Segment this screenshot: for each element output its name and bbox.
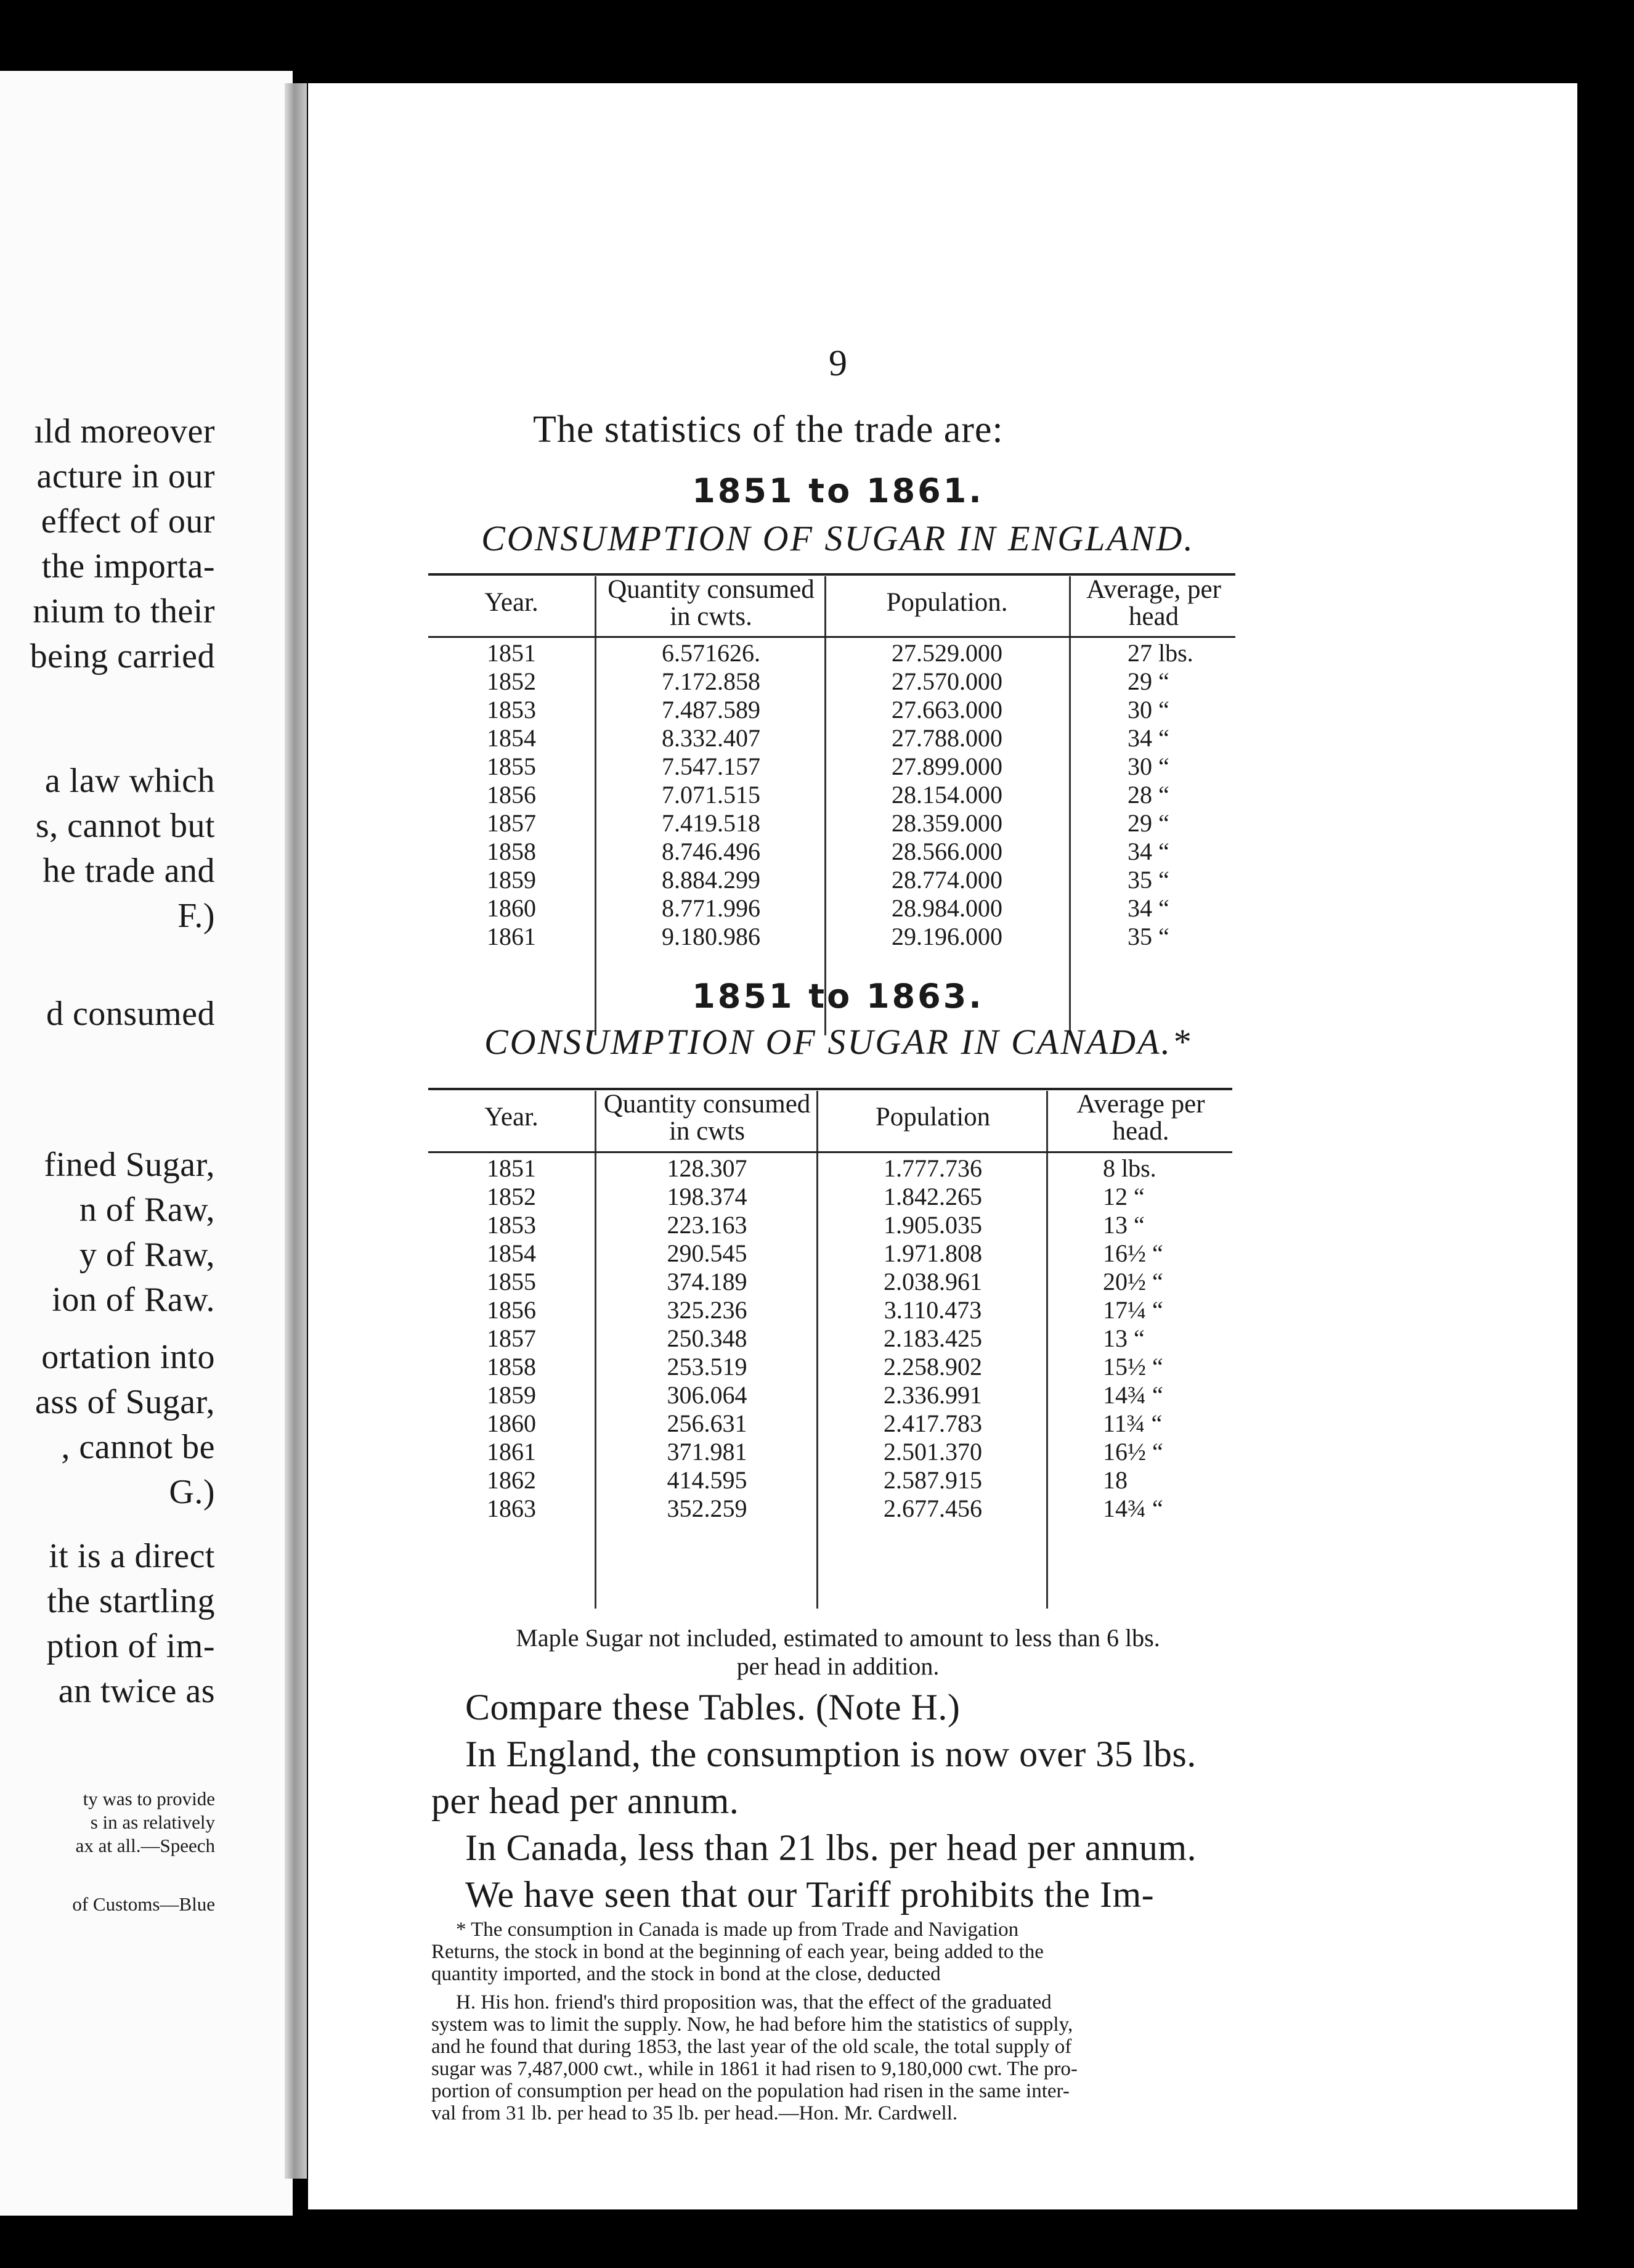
canada-year-column — [428, 1154, 595, 1523]
table-cell-quantity: 9.180.986 — [662, 923, 760, 950]
left-footnote-line: ty was to provide — [83, 1788, 215, 1809]
canada-header-population: Population — [875, 1103, 991, 1132]
table-cell-year: 1853 — [487, 696, 536, 724]
table-cell-year: 1853 — [487, 1211, 536, 1239]
left-footnote-line: of Customs—Blue — [72, 1893, 215, 1915]
table-cell-average: 30 “ — [1128, 696, 1169, 724]
footnote-star-line: * The consumption in Canada is made up from Trade and Navigation — [456, 1919, 1019, 1941]
left-text-line: ion of Raw. — [52, 1281, 215, 1319]
left-text-line: ortation into — [41, 1338, 215, 1376]
left-footnote-line: ax at all.—Speech — [75, 1835, 215, 1856]
england-caption: CONSUMPTION OF SUGAR IN ENGLAND. — [481, 518, 1195, 558]
main-page — [308, 83, 1577, 2209]
left-text-line: he trade and — [43, 852, 215, 890]
body-england-line: per head per annum. — [431, 1781, 739, 1821]
body-compare-line: Compare these Tables. (Note H.) — [465, 1687, 961, 1728]
table-cell-quantity: 7.487.589 — [662, 696, 760, 724]
table-cell-average: 29 “ — [1128, 667, 1169, 695]
column-rule — [1069, 576, 1071, 1035]
table-cell-year: 1857 — [487, 1324, 536, 1352]
body-canada-line: In Canada, less than 21 lbs. per head per annum. — [465, 1827, 1197, 1868]
england-header-year: Year. — [484, 588, 539, 617]
table-cell-quantity: 374.189 — [667, 1268, 747, 1295]
table-cell-population: 2.417.783 — [884, 1409, 982, 1437]
table-cell-population: 2.677.456 — [884, 1495, 982, 1522]
left-text-line: fined Sugar, — [44, 1146, 215, 1184]
left-text-line: y of Raw, — [79, 1236, 215, 1274]
table-cell-average: 34 “ — [1128, 838, 1169, 865]
footnote-h-line: H. His hon. friend's third proposition was, that the effect of the graduated — [456, 1991, 1052, 2013]
table-cell-quantity: 250.348 — [667, 1324, 747, 1352]
maple-note-line: per head in addition. — [736, 1652, 940, 1680]
table-cell-year: 1851 — [487, 1154, 536, 1182]
left-text-line: effect of our — [41, 502, 215, 540]
table-cell-average: 12 “ — [1103, 1183, 1145, 1210]
left-text-line: an twice as — [58, 1672, 215, 1710]
left-text-line: ption of im- — [46, 1627, 215, 1665]
canada-average-column — [1103, 1154, 1232, 1523]
table-cell-population: 3.110.473 — [884, 1296, 982, 1324]
canada-population-column — [819, 1154, 1046, 1523]
left-text-line: ass of Sugar, — [35, 1383, 215, 1421]
table-cell-population: 28.984.000 — [892, 894, 1002, 922]
table-cell-population: 29.196.000 — [892, 923, 1002, 950]
table-cell-quantity: 8.884.299 — [662, 866, 760, 894]
left-text-line: a law which — [44, 762, 215, 800]
table-cell-average: 20½ “ — [1103, 1268, 1163, 1295]
england-heading: 1851 to 1861. — [692, 471, 984, 510]
canada-header-year: Year. — [484, 1103, 539, 1132]
table-cell-year: 1858 — [487, 1353, 536, 1381]
footnote-h-line: portion of consumption per head on the population had risen in the same inter- — [431, 2080, 1070, 2102]
table-cell-year: 1852 — [487, 1183, 536, 1210]
intro-line: The statistics of the trade are: — [533, 409, 1004, 451]
table-cell-year: 1859 — [487, 866, 536, 894]
canada-header-rule — [428, 1151, 1232, 1153]
left-text-line: ıld moreover — [34, 412, 215, 451]
table-cell-average: 14¾ “ — [1103, 1381, 1163, 1409]
canada-heading: 1851 to 1863. — [692, 977, 984, 1016]
left-text-line: nium to their — [33, 592, 215, 630]
table-cell-quantity: 128.307 — [667, 1154, 747, 1182]
left-text-line: s, cannot but — [35, 807, 215, 845]
body-england-line: In England, the consumption is now over 35 lbs. — [465, 1734, 1197, 1774]
table-cell-quantity: 223.163 — [667, 1211, 747, 1239]
table-cell-quantity: 8.746.496 — [662, 838, 760, 865]
table-cell-population: 1.905.035 — [884, 1211, 982, 1239]
column-rule — [595, 1091, 596, 1609]
table-cell-population: 27.788.000 — [892, 724, 1002, 752]
table-cell-average: 15½ “ — [1103, 1353, 1163, 1381]
table-cell-population: 2.501.370 — [884, 1438, 982, 1466]
table-cell-average: 11¾ “ — [1103, 1409, 1163, 1437]
table-cell-population: 27.663.000 — [892, 696, 1002, 724]
england-header-average: Average, per head — [1086, 575, 1221, 631]
table-cell-quantity: 306.064 — [667, 1381, 747, 1409]
column-rule — [816, 1091, 818, 1609]
table-cell-quantity: 414.595 — [667, 1466, 747, 1494]
table-cell-population: 27.529.000 — [892, 639, 1002, 667]
table-cell-year: 1861 — [487, 923, 536, 950]
table-cell-average: 35 “ — [1128, 866, 1169, 894]
left-text-line: d consumed — [46, 995, 215, 1033]
table-cell-average: 18 — [1103, 1466, 1128, 1494]
table-cell-population: 28.774.000 — [892, 866, 1002, 894]
left-text-line: G.) — [169, 1473, 215, 1511]
canada-caption: CONSUMPTION OF SUGAR IN CANADA.* — [484, 1022, 1192, 1062]
england-header-quantity: Quantity consumed in cwts. — [608, 575, 815, 631]
canada-header-average: Average per head. — [1076, 1090, 1205, 1146]
england-quantity-column — [598, 639, 824, 951]
table-cell-year: 1856 — [487, 1296, 536, 1324]
table-cell-year: 1854 — [487, 1239, 536, 1267]
england-population-column — [827, 639, 1067, 951]
table-cell-average: 17¼ “ — [1103, 1296, 1163, 1324]
table-cell-population: 27.570.000 — [892, 667, 1002, 695]
table-cell-year: 1851 — [487, 639, 536, 667]
england-year-column — [428, 639, 595, 951]
table-cell-year: 1852 — [487, 667, 536, 695]
table-cell-quantity: 253.519 — [667, 1353, 747, 1381]
table-cell-population: 28.359.000 — [892, 809, 1002, 837]
footnote-h-line: val from 31 lb. per head to 35 lb. per head.—Hon. Mr. Cardwell. — [431, 2102, 958, 2124]
table-cell-average: 30 “ — [1128, 753, 1169, 780]
table-cell-average: 8 lbs. — [1103, 1154, 1156, 1182]
footnote-star-line: quantity imported, and the stock in bond at the close, deducted — [431, 1963, 941, 1985]
table-cell-year: 1860 — [487, 1409, 536, 1437]
table-cell-quantity: 7.547.157 — [662, 753, 760, 780]
table-cell-average: 34 “ — [1128, 894, 1169, 922]
table-cell-quantity: 325.236 — [667, 1296, 747, 1324]
page-gutter — [285, 83, 307, 2179]
table-cell-average: 27 lbs. — [1128, 639, 1193, 667]
table-cell-average: 35 “ — [1128, 923, 1169, 950]
table-cell-year: 1861 — [487, 1438, 536, 1466]
table-cell-average: 16½ “ — [1103, 1438, 1163, 1466]
footnote-h-line: and he found that during 1853, the last year of the old scale, the total supply of — [431, 2036, 1072, 2058]
table-cell-year: 1863 — [487, 1495, 536, 1522]
table-cell-average: 14¾ “ — [1103, 1495, 1163, 1522]
table-cell-population: 2.038.961 — [884, 1268, 982, 1295]
canada-header-quantity: Quantity consumed in cwts — [603, 1090, 811, 1146]
table-cell-quantity: 198.374 — [667, 1183, 747, 1210]
left-text-line: , cannot be — [61, 1428, 215, 1466]
table-cell-population: 2.587.915 — [884, 1466, 982, 1494]
maple-note-line: Maple Sugar not included, estimated to amount to less than 6 lbs. — [516, 1624, 1160, 1652]
footnote-h-line: system was to limit the supply. Now, he had before him the statistics of supply, — [431, 2013, 1073, 2036]
left-text-line: acture in our — [36, 457, 215, 496]
footnote-star-line: Returns, the stock in bond at the beginning of each year, being added to the — [431, 1941, 1044, 1963]
canada-quantity-column — [598, 1154, 816, 1523]
table-cell-year: 1855 — [487, 1268, 536, 1295]
table-cell-population: 28.154.000 — [892, 781, 1002, 809]
table-cell-quantity: 7.071.515 — [662, 781, 760, 809]
left-footnote-line: s in as relatively — [90, 1811, 215, 1833]
left-text-line: F.) — [177, 897, 215, 935]
table-cell-population: 2.336.991 — [884, 1381, 982, 1409]
table-cell-quantity: 8.771.996 — [662, 894, 760, 922]
table-cell-average: 34 “ — [1128, 724, 1169, 752]
table-cell-population: 2.183.425 — [884, 1324, 982, 1352]
column-rule — [1046, 1091, 1048, 1609]
table-cell-population: 27.899.000 — [892, 753, 1002, 780]
table-cell-population: 2.258.902 — [884, 1353, 982, 1381]
table-cell-average: 16½ “ — [1103, 1239, 1163, 1267]
table-cell-quantity: 290.545 — [667, 1239, 747, 1267]
left-text-line: n of Raw, — [79, 1191, 215, 1229]
table-cell-quantity: 6.571626. — [662, 639, 760, 667]
left-facing-page — [0, 71, 293, 2216]
table-cell-year: 1862 — [487, 1466, 536, 1494]
table-cell-year: 1854 — [487, 724, 536, 752]
table-cell-population: 1.777.736 — [884, 1154, 982, 1182]
table-cell-average: 13 “ — [1103, 1211, 1145, 1239]
column-rule — [595, 576, 596, 1035]
table-cell-year: 1858 — [487, 838, 536, 865]
england-header-population: Population. — [886, 588, 1008, 617]
table-cell-population: 1.842.265 — [884, 1183, 982, 1210]
table-cell-year: 1857 — [487, 809, 536, 837]
page-number: 9 — [829, 343, 847, 383]
table-cell-quantity: 371.981 — [667, 1438, 747, 1466]
footnote-h-line: sugar was 7,487,000 cwt., while in 1861 it had risen to 9,180,000 cwt. The pro- — [431, 2058, 1078, 2080]
table-cell-quantity: 256.631 — [667, 1409, 747, 1437]
left-text-line: it is a direct — [49, 1537, 215, 1575]
left-text-line: the importa- — [41, 547, 215, 585]
table-cell-year: 1855 — [487, 753, 536, 780]
table-cell-average: 29 “ — [1128, 809, 1169, 837]
table-cell-year: 1860 — [487, 894, 536, 922]
england-average-column — [1128, 639, 1235, 951]
england-header-rule — [428, 636, 1235, 638]
table-cell-population: 28.566.000 — [892, 838, 1002, 865]
table-cell-population: 1.971.808 — [884, 1239, 982, 1267]
table-cell-average: 13 “ — [1103, 1324, 1145, 1352]
body-tariff-line: We have seen that our Tariff prohibits the Im- — [465, 1874, 1155, 1915]
table-cell-quantity: 352.259 — [667, 1495, 747, 1522]
table-cell-quantity: 8.332.407 — [662, 724, 760, 752]
table-cell-average: 28 “ — [1128, 781, 1169, 809]
table-cell-quantity: 7.419.518 — [662, 809, 760, 837]
column-rule — [824, 576, 826, 1035]
table-cell-year: 1856 — [487, 781, 536, 809]
table-cell-quantity: 7.172.858 — [662, 667, 760, 695]
left-text-line: being carried — [30, 637, 215, 675]
table-cell-year: 1859 — [487, 1381, 536, 1409]
left-text-line: the startling — [47, 1582, 215, 1620]
